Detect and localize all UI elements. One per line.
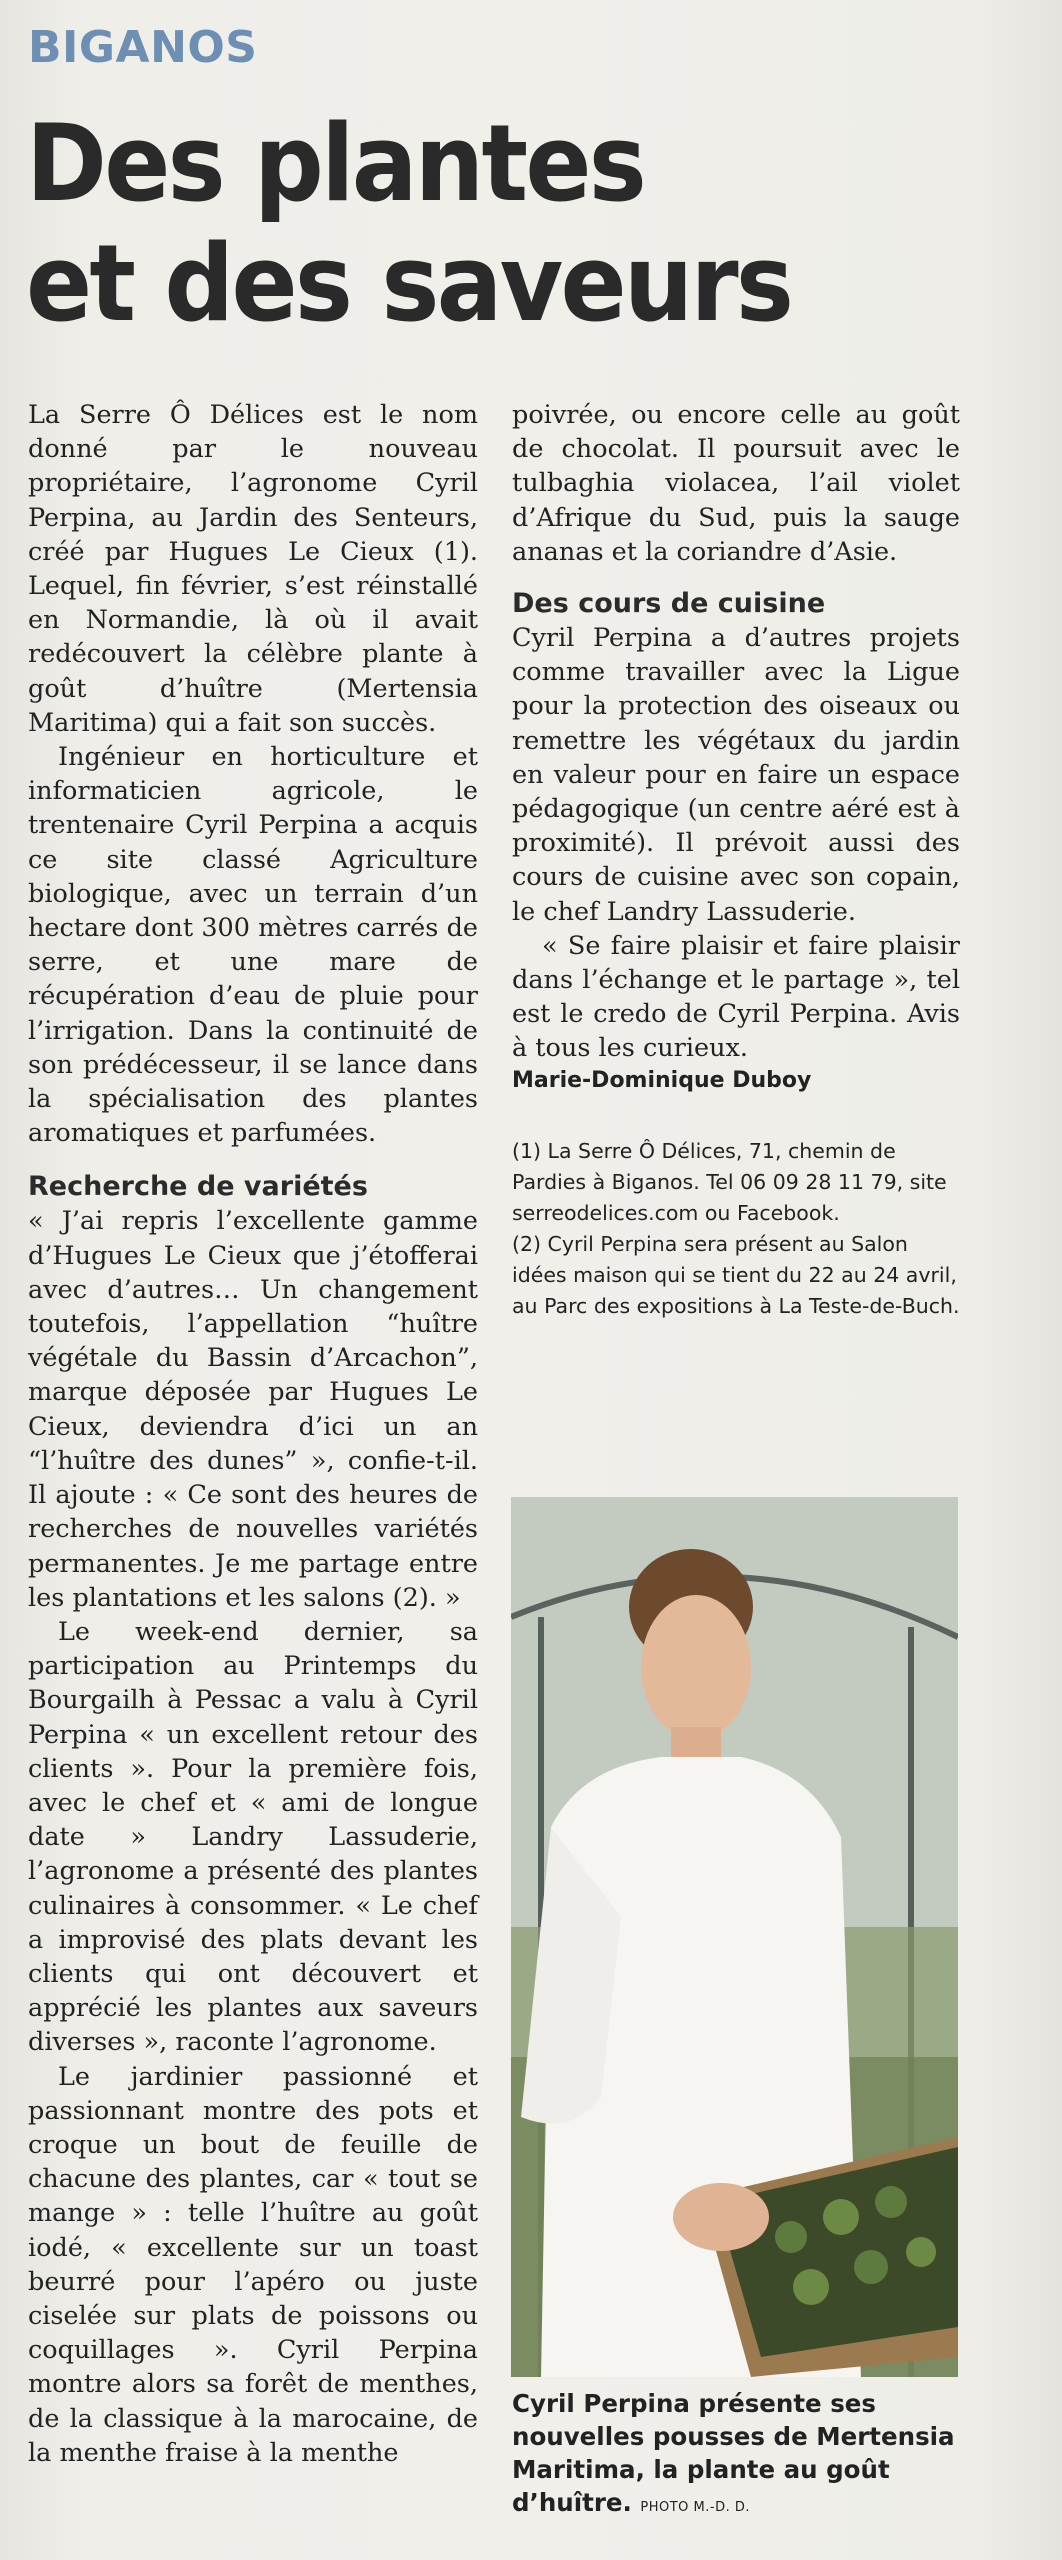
paragraph-profile: Ingénieur en horticulture et informaticien agricole, le trentenaire Cyril Perpina a acquis ce site classé Agriculture biologique, avec un terrain d’un hectare dont 300 mètres carrés de serre, et une mare de récupération d’eau de pluie pour l’irrigation. Dans la continuité de son prédécesseur, il se lance dans la spécialisation des plantes aromatiques et parfumées.: [28, 742, 478, 1149]
footnote-2: (2) Cyril Perpina sera présent au Salon idées maison qui se tient du 22 au 24 avril, au Parc des expositions à La Teste-de-Buch.: [512, 1231, 960, 1318]
subheading-recherche: Recherche de variétés: [28, 1171, 368, 1203]
subheading-cours: Des cours de cuisine: [512, 588, 826, 620]
article-photo: [511, 1497, 958, 2377]
caption-text: Cyril Perpina présente ses nouvelles pousses de Mertensia Maritima, la plante au goût d’huître.: [512, 2389, 955, 2517]
photo-caption: [512, 2387, 982, 2524]
paragraph-projets: Cyril Perpina a d’autres projets comme travailler avec la Ligue pour la protection des oiseaux ou remettre les végétaux du jardin en valeur pour en faire un espace pédagogique (un centre aéré est à proximité). Il prévoit aussi des cours de cuisine avec son copain, le chef Landry Lassuderie.: [512, 623, 960, 927]
paragraph-jardinier: Le jardinier passionné et passionnant montre des pots et croque un bout de feuille de chacune des plantes, car « tout se mange » : telle l’huître au goût iodé, « excellente sur un toast beurré pour l’apéro ou juste ciselée sur plats de poissons ou coquillages ». Cyril Perpina montre alors sa forêt de menthes, de la classique à la marocaine, de la menthe fraise à la menthe: [28, 2061, 478, 2468]
headline-line-2: et des saveurs: [26, 222, 792, 345]
left-column: [28, 398, 478, 2470]
footnote-1: (1) La Serre Ô Délices, 71, chemin de Pardies à Biganos. Tel 06 09 28 11 79, site serreodelices.com ou Facebook.: [512, 1138, 947, 1225]
photo-illustration: [511, 1497, 958, 2377]
paragraph-quote: « J’ai repris l’excellente gamme d’Hugues Le Cieux que j’étofferai avec d’autres… Un changement toutefois, l’appellation “huître végétale du Bassin d’Arcachon”, marque déposée par Hugues Le Cieux, deviendra d’ici un an “l’huître des dunes” », confie-t-il. Il ajoute : « Ce sont des heures de recherches de nouvelles variétés permanentes. Je me partage entre les plantations et les salons (2). »: [28, 1206, 478, 1613]
paragraph-credo: « Se faire plaisir et faire plaisir dans l’échange et le partage », tel est le credo de Cyril Perpina. Avis à tous les curieux.: [512, 930, 960, 1064]
right-column: [512, 398, 960, 1322]
headline: [26, 104, 955, 344]
paragraph-intro: La Serre Ô Délices est le nom donné par le nouveau propriétaire, l’agronome Cyril Perpina, au Jardin des Senteurs, créé par Hugues Le Cieux (1). Lequel, fin février, s’est réinstallé en Normandie, là où il avait redécouvert la célèbre plante à goût d’huître (Mertensia Maritima) qui a fait son succès.: [28, 400, 478, 738]
paragraph-weekend: Le week-end dernier, sa participation au Printemps du Bourgailh à Pessac a valu à Cyril Perpina « un excellent retour des clients ». Pour la première fois, avec le chef et « ami de longue date » Landry Lassuderie, l’agronome a présenté des plantes culinaires à consommer. « Le chef a improvisé des plats devant les clients qui ont découvert et apprécié les plantes aux saveurs diverses », raconte l’agronome.: [28, 1616, 478, 2058]
paragraph-continuation: poivrée, ou encore celle au goût de chocolat. Il poursuit avec le tulbaghia violacea, l’ail violet d’Afrique du Sud, puis la sauge ananas et la coriandre d’Asie.: [512, 400, 960, 567]
section-rubric: BIGANOS: [28, 22, 258, 73]
photo-credit: PHOTO M.-D. D.: [640, 2500, 751, 2515]
headline-line-1: Des plantes: [26, 102, 644, 225]
author-signature: Marie-Dominique Duboy: [512, 1067, 812, 1093]
